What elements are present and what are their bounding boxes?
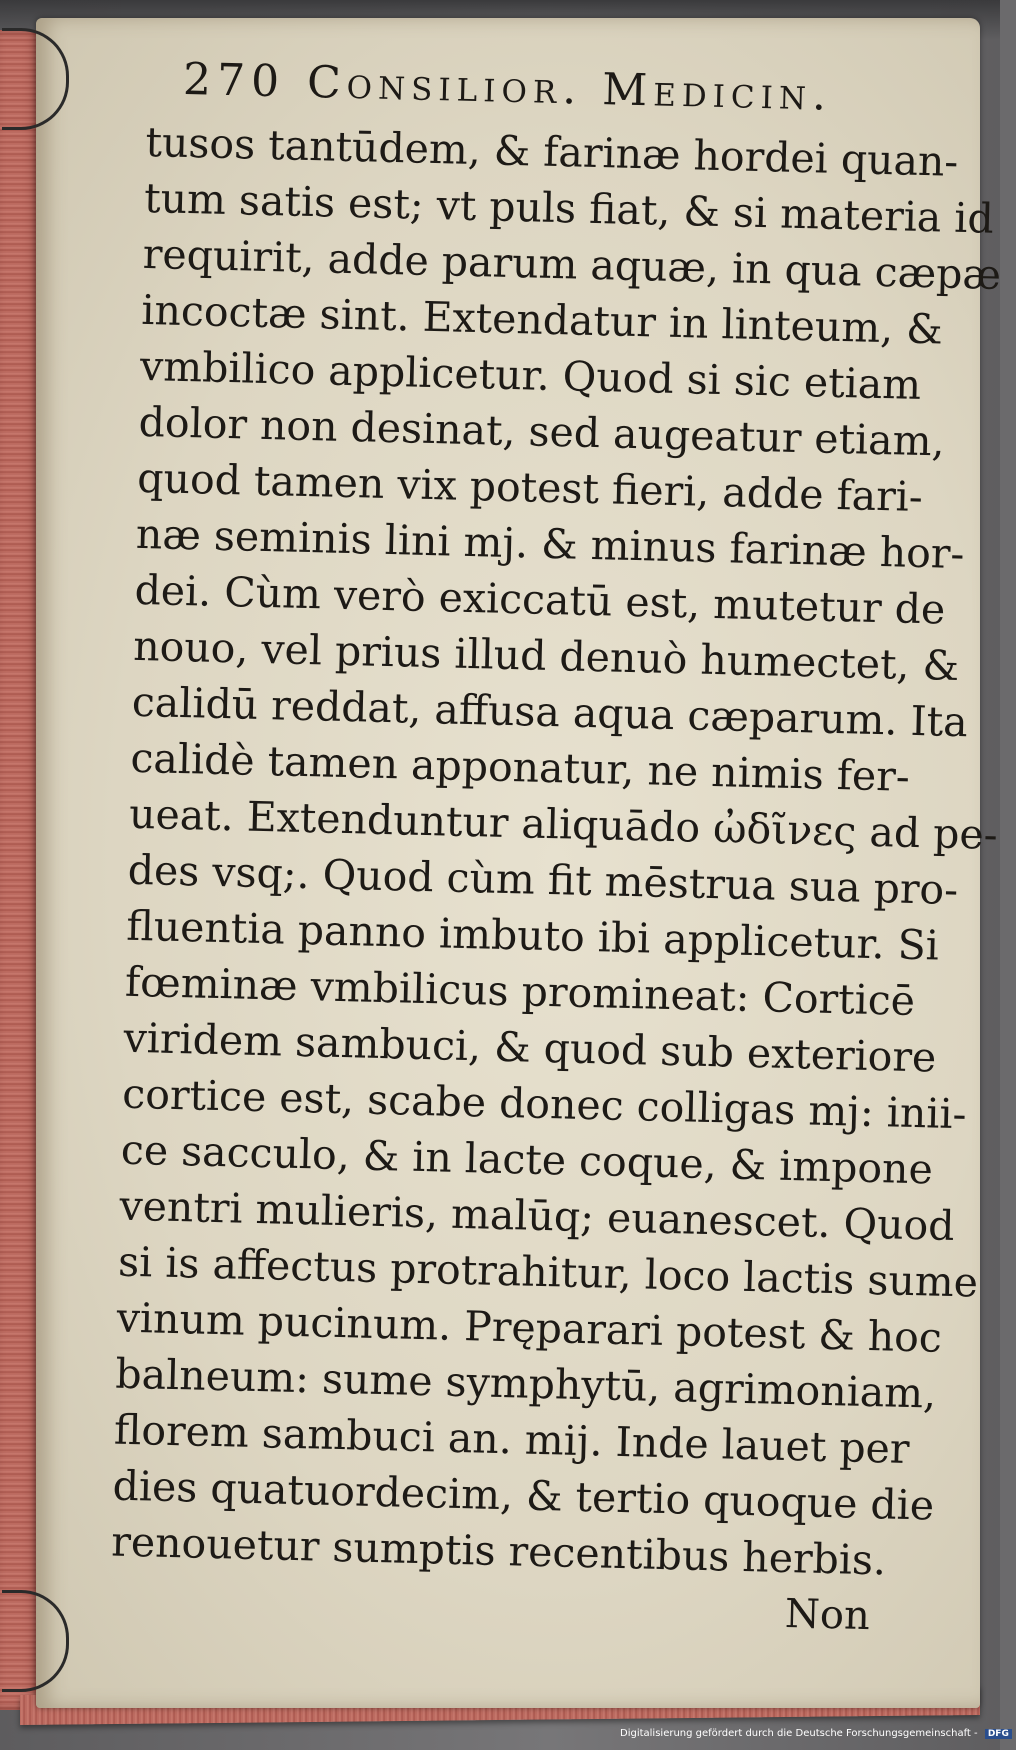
text-line: florem sambuci an. mij. Inde lauet per (113, 1405, 911, 1474)
text-line: vmbilico applicetur. Quod si sic etiam (139, 341, 922, 409)
text-block (109, 44, 1002, 1645)
text-line: fluentia panno imbuto ibi applicetur. Si (125, 901, 940, 970)
text-line: ventri mulieris, malūq; euanescet. Quod (119, 1181, 956, 1251)
text-line: vinum pucinum. Pręparari potest & hoc (116, 1293, 943, 1362)
text-line: tusos tantūdem, & farinæ hordei quan- (145, 117, 959, 186)
text-line: ce sacculo, & in lacte coque, & impone (120, 1125, 934, 1194)
text-line: si is affectus protrahitur, loco lactis sume (117, 1237, 979, 1307)
text-line: dies quatuordecim, & tertio quoque die (112, 1461, 935, 1530)
page-number: 270 (182, 53, 286, 108)
text-line: fœminæ vmbilicus promineat: Corticē (124, 957, 916, 1026)
text-line: balneum: sume symphytū, agrimoniam, (114, 1349, 937, 1418)
text-line: incoctæ sint. Extendatur in linteum, & (140, 285, 944, 354)
text-line: des vsq;. Quod cùm fit mēstrua sua pro- (127, 845, 959, 915)
text-line: calidè tamen apponatur, ne nimis fer- (129, 733, 911, 801)
catchword: Non (784, 1591, 871, 1640)
text-line: ueat. Extenduntur aliquādo ὠδῖνες ad pe- (128, 789, 999, 859)
text-line: nouo, vel prius illud denuò humectet, & (132, 621, 960, 690)
text-line: dolor non desinat, sed augeatur etiam, (138, 397, 946, 466)
text-line: tum satis est; vt puls fiat, & si materia id (143, 173, 995, 243)
text-line: quod tamen vix potest fieri, adde fari- (136, 453, 924, 522)
text-line: viridem sambuci, & quod sub exteriore (123, 1013, 937, 1082)
text-line: calidū reddat, affusa aqua cæparum. Ita (131, 677, 969, 747)
digitization-credit (620, 1728, 1012, 1739)
dfg-logo: DFG (985, 1729, 1012, 1739)
text-line: næ seminis lini mj. & minus farinæ hor- (135, 509, 965, 579)
body-text (110, 114, 1002, 1589)
text-line: dei. Cùm verò exiccatū est, mutetur de (134, 565, 946, 634)
running-title: Consilior. Medicin. (306, 56, 833, 121)
text-line: renouetur sumptis recentibus herbis. (110, 1517, 887, 1585)
text-line: cortice est, scabe donec colligas mj: inii- (121, 1069, 967, 1139)
text-line: requirit, adde parum aquæ, in qua cæpæ (142, 229, 1002, 299)
credit-text: Digitalisierung gefördert durch die Deutsche Forschungsgemeinschaft - (620, 1728, 978, 1739)
